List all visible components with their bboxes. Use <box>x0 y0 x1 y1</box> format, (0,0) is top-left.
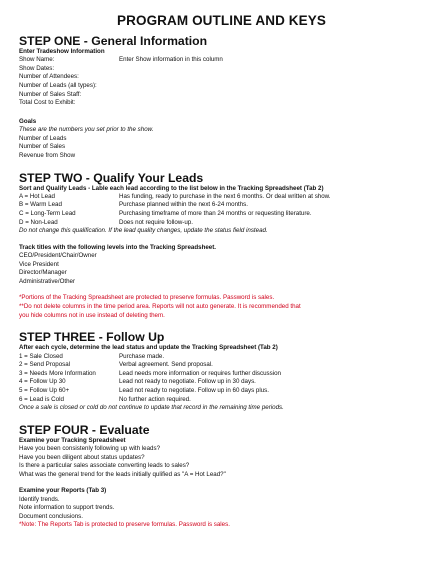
status-description: No further action required. <box>119 395 191 403</box>
evaluation-question: Have you been diligent about status updates? <box>19 453 145 461</box>
report-item: Identify trends. <box>19 495 60 503</box>
step-one-subheading: Enter Tradeshow Information <box>19 48 105 55</box>
lead-code: B = Warm Lead <box>19 201 62 209</box>
field-row <box>19 82 424 91</box>
step-one-section <box>19 34 424 161</box>
field-row <box>19 91 424 100</box>
field-label: Number of Leads (all types): <box>19 82 97 90</box>
status-row <box>19 396 424 405</box>
status-description: Lead not ready to negotiate. Follow up in 30 days. <box>119 378 256 386</box>
step-two-subheading: Sort and Qualify Leads - Lable each lead according to the list below in the Tracking Spreadsheet (Tab 2) <box>19 184 324 192</box>
field-row <box>19 65 424 74</box>
step-one-heading: STEP ONE - General Information <box>19 34 208 48</box>
status-row <box>19 370 424 379</box>
report-item: Note information to support trends. <box>19 504 115 512</box>
status-code: 5 = Follow Up 60+ <box>19 386 70 394</box>
lead-description: Purchasing timeframe of more than 24 months or requesting literature. <box>119 210 312 218</box>
status-row <box>19 387 424 396</box>
status-description: Purchase made. <box>119 352 165 360</box>
lead-row <box>19 219 424 228</box>
lead-code: C = Long-Term Lead <box>19 210 76 218</box>
evaluation-question: Have you been consistenly following up with leads? <box>19 445 161 452</box>
step-two-section <box>19 171 424 321</box>
warning-text: you hide columns not in use instead of deleting them. <box>19 311 165 319</box>
warning-text: *Portions of the Tracking Spreadsheet are protected to preserve formulas. Password is sales. <box>19 294 275 302</box>
field-label: Show Dates: <box>19 64 55 72</box>
status-code: 1 = Sale Closed <box>19 352 63 360</box>
reports-subheading: Examine your Reports (Tab 3) <box>19 487 107 495</box>
lead-description: Has funding, ready to purchase in the next 6 months. Or deal written at show. <box>119 192 331 200</box>
report-item: Document conclusions. <box>19 512 83 520</box>
evaluation-question: What was the general trend for the leads initially qulified as "A = Hot Lead?" <box>19 470 226 478</box>
step-two-heading: STEP TWO - Qualify Your Leads <box>19 170 204 185</box>
field-row <box>19 56 424 65</box>
status-row <box>19 378 424 387</box>
field-label: Show Name: <box>19 56 55 64</box>
status-code: 2 = Send Proposal <box>19 361 71 369</box>
lead-row <box>19 201 424 210</box>
lead-code: D = Non-Lead <box>19 218 58 226</box>
step-three-heading: STEP THREE - Follow Up <box>19 330 165 345</box>
status-code: 6 = Lead is Cold <box>19 395 64 403</box>
field-label: Number of Attendees: <box>19 73 79 81</box>
field-label: Total Cost to Exhibit: <box>19 99 76 107</box>
goal-item: Number of Leads <box>19 134 67 142</box>
title-level: Administrative/Other <box>19 277 76 285</box>
document-page <box>19 13 424 530</box>
lead-row <box>19 210 424 219</box>
evaluation-question: Is there a particular sales associate converting leads to sales? <box>19 462 190 470</box>
qualification-note: Do not change this qualification. If the lead quality changes, update the status field instead. <box>19 227 268 235</box>
goals-note: These are the numbers you set prior to the show. <box>19 126 154 134</box>
step-three-subheading: After each cycle, determine the lead status and update the Tracking Spreadsheet (Tab 2) <box>19 344 278 352</box>
follow-up-note: Once a sale is closed or cold do not continue to update that record in the remaining time periods. <box>19 404 284 412</box>
status-description: Verbal agreement. Send proposal. <box>119 361 213 369</box>
lead-row <box>19 193 424 202</box>
status-description: Lead not ready to negotiate. Follow up in 60 days plus. <box>119 386 269 394</box>
field-label: Number of Sales Staff: <box>19 90 82 98</box>
status-row <box>19 361 424 370</box>
warning-text: **Do not delete columns in the time period area. Reports will not auto generate. It is recommended that <box>19 303 301 311</box>
field-row <box>19 99 424 108</box>
title-level: CEO/President/Chair/Owner <box>19 252 97 260</box>
titles-heading: Track titles with the following levels into the Tracking Spreadsheet. <box>19 243 217 251</box>
title-level: Director/Manager <box>19 269 67 277</box>
field-row <box>19 73 424 82</box>
tracking-subheading: Examine your Tracking Spreadsheet <box>19 436 126 444</box>
page-title: PROGRAM OUTLINE AND KEYS <box>117 13 326 28</box>
goals-heading: Goals <box>19 117 37 125</box>
lead-code: A = Hot Lead <box>19 192 55 200</box>
title-level: Vice President <box>19 260 59 268</box>
lead-description: Does not require follow-up. <box>119 218 193 226</box>
status-row <box>19 353 424 362</box>
status-code: 4 = Follow Up 30 <box>19 378 66 386</box>
status-description: Lead needs more information or requires further discussion <box>119 369 281 377</box>
status-code: 3 = Needs More Information <box>19 369 96 377</box>
field-value: Enter Show information in this column <box>119 56 223 64</box>
step-four-section <box>19 423 424 530</box>
step-four-heading: STEP FOUR - Evaluate <box>19 422 150 437</box>
lead-description: Purchase planned within the next 6-24 months. <box>119 201 248 209</box>
reports-note: *Note: The Reports Tab is protected to preserve formulas. Password is sales. <box>19 521 230 529</box>
goal-item: Number of Sales <box>19 143 66 151</box>
goal-item: Revenue from Show <box>19 151 76 159</box>
step-three-section <box>19 330 424 412</box>
